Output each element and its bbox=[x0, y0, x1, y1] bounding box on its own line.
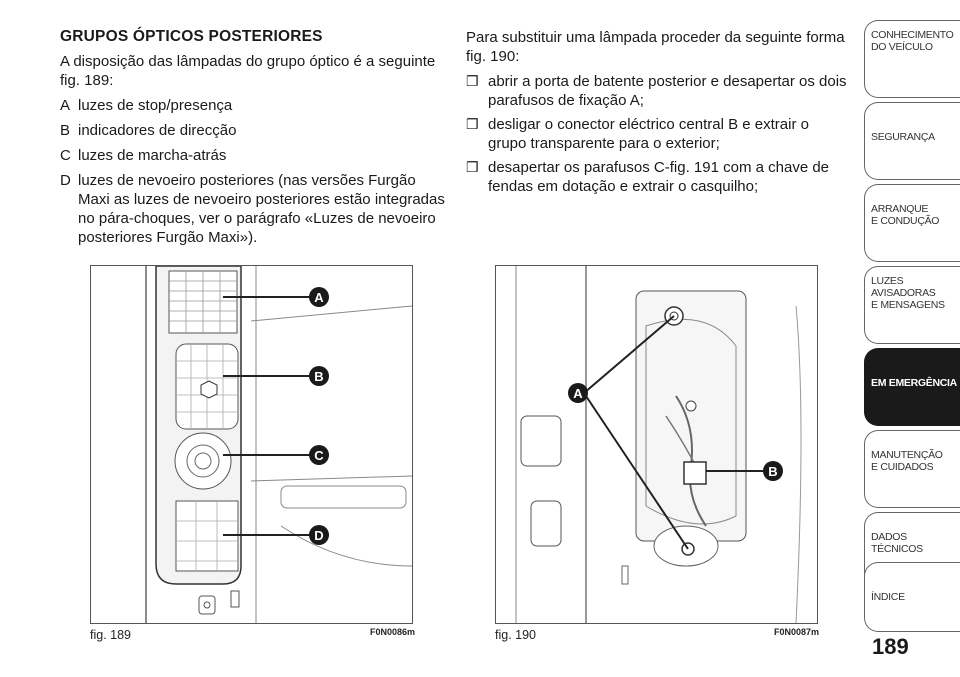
tab-seguranca[interactable] bbox=[864, 102, 960, 180]
tab-label: SEGURANÇA bbox=[871, 131, 935, 143]
callout-b bbox=[763, 461, 783, 481]
item-text: indicadores de direcção bbox=[78, 122, 237, 139]
item-letter: D bbox=[60, 172, 71, 189]
tab-manutencao[interactable] bbox=[864, 430, 960, 508]
list-item bbox=[60, 121, 445, 140]
tab-conhecimento[interactable] bbox=[864, 20, 960, 98]
left-column bbox=[60, 28, 445, 253]
item-letter: B bbox=[60, 122, 71, 139]
step-item bbox=[466, 115, 851, 153]
callout-c bbox=[309, 445, 329, 465]
figure-caption: fig. 189 bbox=[90, 628, 132, 642]
tab-label: ARRANQUE E CONDUÇÃO bbox=[871, 203, 940, 227]
list-item bbox=[60, 171, 445, 247]
figure-189 bbox=[90, 265, 413, 624]
tab-label: MANUTENÇÃO E CUIDADOS bbox=[871, 449, 943, 473]
callout-a bbox=[568, 383, 588, 403]
step-text: abrir a porta de batente posterior e desapertar os dois parafusos de fixação A; bbox=[488, 73, 847, 109]
tab-label: EM EMERGÊNCIA bbox=[871, 377, 957, 389]
door-mechanism-illustration bbox=[496, 266, 817, 623]
intro-paragraph: A disposição das lâmpadas do grupo óptico é a seguinte fig. 189: bbox=[60, 53, 436, 89]
figure-caption: fig. 190 bbox=[495, 628, 537, 642]
step-text: desapertar os parafusos C-fig. 191 com a chave de fendas em dotação e extrair o casquilho; bbox=[488, 159, 830, 195]
item-text: luzes de marcha-atrás bbox=[78, 147, 227, 164]
tab-em-emergencia[interactable] bbox=[864, 348, 960, 426]
callout-d bbox=[309, 525, 329, 545]
step-item bbox=[466, 158, 851, 196]
checkbox-bullet-icon: ❒ bbox=[466, 159, 479, 175]
tab-luzes[interactable] bbox=[864, 266, 960, 344]
checkbox-bullet-icon: ❒ bbox=[466, 73, 479, 89]
item-letter: C bbox=[60, 147, 71, 164]
item-letter: A bbox=[60, 97, 71, 114]
step-item bbox=[466, 72, 851, 110]
item-text: luzes de stop/presença bbox=[78, 97, 233, 114]
tab-arranque[interactable] bbox=[864, 184, 960, 262]
tail-light-illustration bbox=[91, 266, 412, 623]
list-item bbox=[60, 96, 445, 115]
callout-a bbox=[309, 287, 329, 307]
item-text: luzes de nevoeiro posteriores (nas versões Furgão Maxi as luzes de nevoeiro posteriores estão integradas no pára-choques, ver o parágrafo «Luzes de nevoeiro posteriores Furgão Maxi»). bbox=[78, 172, 445, 246]
checkbox-bullet-icon: ❒ bbox=[466, 116, 479, 132]
list-item bbox=[60, 146, 445, 165]
section-title: GRUPOS ÓPTICOS POSTERIORES bbox=[60, 28, 323, 45]
right-column bbox=[466, 28, 851, 201]
svg-text:B: B bbox=[768, 464, 778, 479]
tab-label: CONHECIMENTO DO VEÍCULO bbox=[871, 29, 954, 53]
tab-label: ÍNDICE bbox=[871, 591, 905, 603]
figure-code: F0N0086m bbox=[370, 627, 416, 637]
figure-190 bbox=[495, 265, 818, 624]
figure-code: F0N0087m bbox=[774, 627, 820, 637]
page-number: 189 bbox=[872, 634, 909, 659]
step-text: desligar o conector eléctrico central B e extrair o grupo transparente para o exterior; bbox=[488, 116, 809, 152]
tab-label: DADOS TÉCNICOS bbox=[871, 531, 923, 555]
svg-text:D: D bbox=[314, 528, 324, 543]
svg-text:A: A bbox=[573, 386, 583, 401]
tab-label: LUZES AVISADORAS E MENSAGENS bbox=[871, 275, 945, 311]
intro-paragraph: Para substituir uma lâmpada proceder da seguinte forma fig. 190: bbox=[466, 29, 845, 65]
svg-text:A: A bbox=[314, 290, 324, 305]
svg-text:B: B bbox=[314, 369, 324, 384]
svg-text:C: C bbox=[314, 448, 324, 463]
callout-b bbox=[309, 366, 329, 386]
tab-indice[interactable] bbox=[864, 562, 960, 632]
